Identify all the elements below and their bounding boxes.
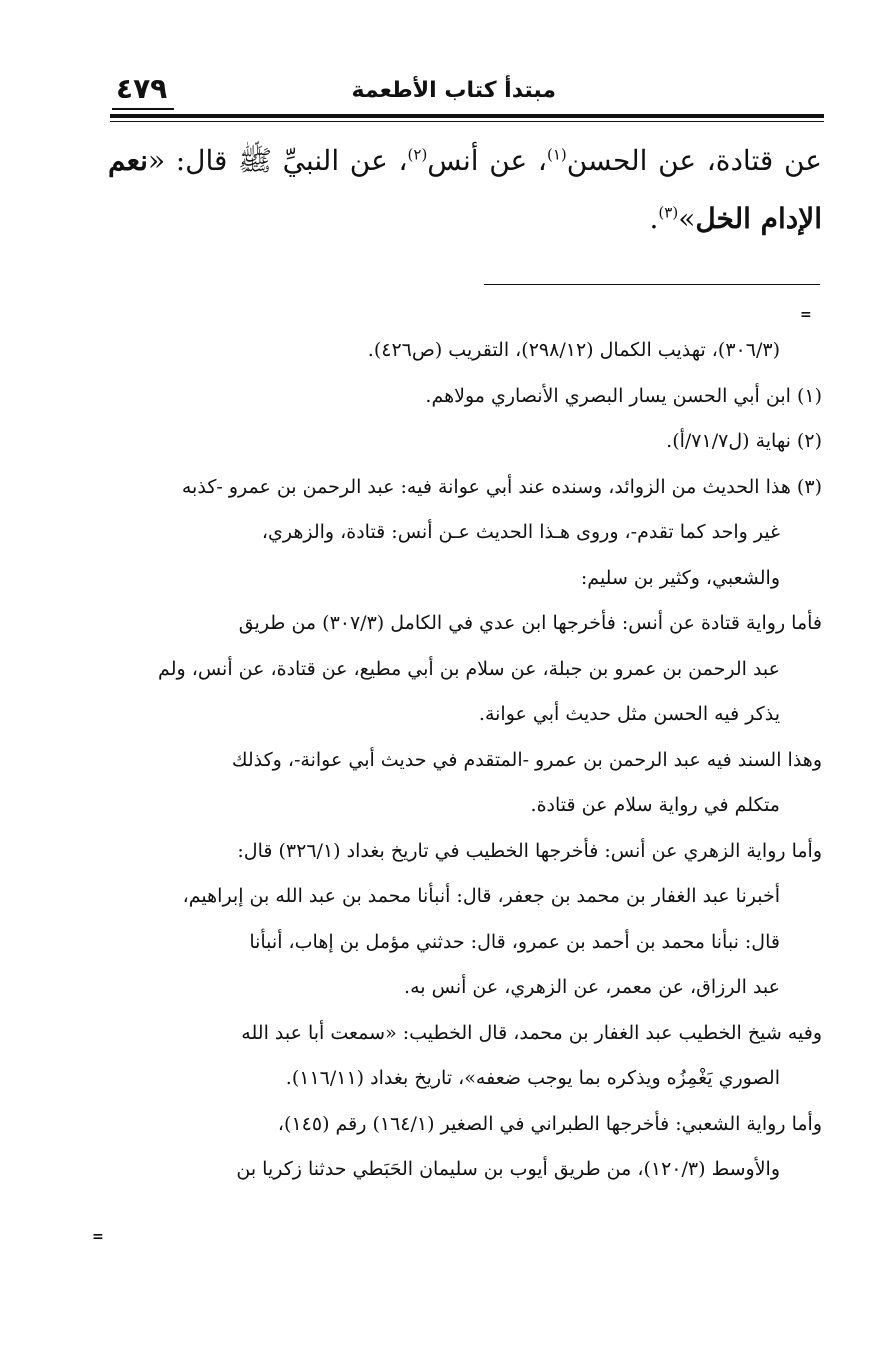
footnote-3-line: وأما رواية الزهري عن أنس: فأخرجها الخطيب في تاريخ بغداد (٣٢٦/١) قال: xyxy=(237,839,822,862)
footnote-2: (٢) نهاية (ل٧١/٧/أ). xyxy=(666,430,822,452)
footnote-3-line: يذكر فيه الحسن مثل حديث أبي عوانة. xyxy=(478,703,780,725)
main-text-mid2: ، عن النبيِّ ﷺ قال: « xyxy=(147,144,408,177)
main-text-close: » xyxy=(678,202,696,235)
main-text xyxy=(108,132,822,248)
footnote-3-line: الصوري يَغْمِزُه ويذكره بما يوجب ضعفه»، تاريخ بغداد (١١٦/١١). xyxy=(285,1067,780,1089)
footnote-3-line: والأوسط (١٢٠/٣)، من طريق أيوب بن سليمان الحَبَطي حدثنا زكريا بن xyxy=(236,1158,780,1180)
footnote-ref-3: (٣) xyxy=(658,203,679,222)
footnote-3-line: عبد الرحمن بن عمرو بن جبلة، عن سلام بن أبي مطيع، عن قتادة، عن أنس، ولم xyxy=(158,657,780,680)
header-rule-thick xyxy=(110,114,824,118)
footnote-3-line: وأما رواية الشعبي: فأخرجها الطبراني في الصغير (١٦٤/١) رقم (١٤٥)، xyxy=(277,1112,822,1135)
footnote-separator xyxy=(484,284,820,285)
running-title: مبتدأ كتاب الأطعمة xyxy=(351,78,556,103)
footnote-ref-2: (٢) xyxy=(407,145,428,164)
footnote-3-line: أخبرنا عبد الغفار بن محمد بن جعفر، قال: أنبأنا محمد بن عبد الله بن إبراهيم، xyxy=(182,885,780,907)
footnote-ref-1: (١) xyxy=(546,145,567,164)
continuation-mark-bottom: = xyxy=(92,1229,104,1245)
footnote-3-line: عبد الرزاق، عن معمر، عن الزهري، عن أنس به. xyxy=(404,976,780,998)
footnote-3-line: وهذا السند فيه عبد الرحمن بن عمرو -المتقدم في حديث أبي عوانة-، وكذلك xyxy=(231,748,822,771)
main-text-mid1: ، عن أنس xyxy=(427,144,547,177)
main-text-start: عن قتادة، عن الحسن xyxy=(566,144,822,177)
footnote-3-line: قال: نبأنا محمد بن أحمد بن عمرو، قال: حدثني مؤمل بن إهاب، أنبأنا xyxy=(249,930,780,953)
main-text-end: . xyxy=(649,202,659,235)
footnote-3-line: (٣) هذا الحديث من الزوائد، وسنده عند أبي عوانة فيه: عبد الرحمن بن عمرو -كذبه xyxy=(181,475,822,498)
footnote-1: (١) ابن أبي الحسن يسار البصري الأنصاري مولاهم. xyxy=(425,384,822,407)
header-rule-thin xyxy=(110,121,824,122)
continuation-mark-top: = xyxy=(800,307,812,323)
footnote-continuation: (٣٠٦/٣)، تهذيب الكمال (٢٩٨/١٢)، التقريب (ص٤٢٦). xyxy=(367,339,780,361)
hadith-quote: نعم الإدام الخل xyxy=(108,144,822,235)
footnote-3-line: متكلم في رواية سلام عن قتادة. xyxy=(530,794,780,816)
footnote-3-line: وفيه شيخ الخطيب عبد الغفار بن محمد، قال الخطيب: «سمعت أبا عبد الله xyxy=(241,1021,822,1044)
page-number: ٤٧٩ xyxy=(116,72,168,105)
footnote-3-line: فأما رواية قتادة عن أنس: فأخرجها ابن عدي في الكامل (٣٠٧/٣) من طريق xyxy=(238,612,822,634)
page-number-underline xyxy=(112,108,174,110)
footnote-3-line: غير واحد كما تقدم-، وروى هـذا الحديث عـن أنس: قتادة، والزهري، xyxy=(261,521,780,543)
footnotes xyxy=(100,328,822,1193)
footnote-3-line: والشعبي، وكثير بن سليم: xyxy=(580,566,780,589)
page-header xyxy=(110,70,822,114)
